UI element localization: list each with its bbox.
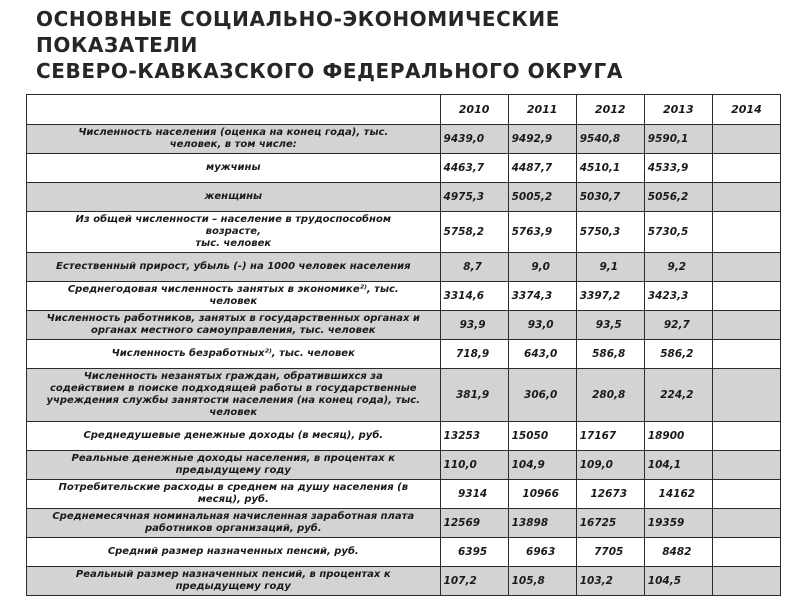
value-cell: 18900 (644, 422, 712, 451)
table-row (27, 253, 781, 282)
value-cell: 586,2 (644, 340, 712, 369)
table-row (27, 183, 781, 212)
value-cell: 5005,2 (508, 183, 576, 212)
row-label: мужчины (27, 154, 441, 183)
table-row (27, 125, 781, 154)
value-cell (712, 311, 780, 340)
value-cell (712, 567, 780, 596)
value-cell: 104,9 (508, 451, 576, 480)
header-year-2012: 2012 (576, 95, 644, 125)
value-cell: 104,1 (644, 451, 712, 480)
row-label: Среднемесячная номинальная начисленная заработная плата работников организаций, руб. (27, 509, 441, 538)
value-cell: 12569 (440, 509, 508, 538)
value-cell: 14162 (644, 480, 712, 509)
value-cell (712, 538, 780, 567)
title-line-1: ОСНОВНЫЕ СОЦИАЛЬНО-ЭКОНОМИЧЕСКИЕ (36, 7, 560, 31)
value-cell (712, 282, 780, 311)
value-cell: 6963 (508, 538, 576, 567)
value-cell: 93,9 (440, 311, 508, 340)
value-cell: 5763,9 (508, 212, 576, 253)
table-row (27, 567, 781, 596)
row-label: Численность незанятых граждан, обратившихся за содействием в поиске подходящей работы в государственные учреждения службы занятости населения (на конец года), тыс. человек (27, 369, 441, 422)
value-cell (712, 212, 780, 253)
value-cell: 5750,3 (576, 212, 644, 253)
value-cell: 8,7 (440, 253, 508, 282)
value-cell: 4510,1 (576, 154, 644, 183)
value-cell: 4975,3 (440, 183, 508, 212)
value-cell: 6395 (440, 538, 508, 567)
header-year-2011: 2011 (508, 95, 576, 125)
table-row (27, 154, 781, 183)
value-cell: 15050 (508, 422, 576, 451)
value-cell (712, 480, 780, 509)
value-cell: 93,5 (576, 311, 644, 340)
header-year-2010: 2010 (440, 95, 508, 125)
value-cell: 13898 (508, 509, 576, 538)
value-cell: 5030,7 (576, 183, 644, 212)
row-label: Средний размер назначенных пенсий, руб. (27, 538, 441, 567)
value-cell: 5056,2 (644, 183, 712, 212)
header-year-2014: 2014 (712, 95, 780, 125)
value-cell: 3314,6 (440, 282, 508, 311)
value-cell (712, 340, 780, 369)
value-cell: 9590,1 (644, 125, 712, 154)
value-cell: 12673 (576, 480, 644, 509)
page-title (36, 6, 623, 84)
title-line-3: СЕВЕРО-КАВКАЗСКОГО ФЕДЕРАЛЬНОГО ОКРУГА (36, 59, 623, 83)
value-cell: 9,2 (644, 253, 712, 282)
value-cell: 3423,3 (644, 282, 712, 311)
value-cell: 107,2 (440, 567, 508, 596)
value-cell: 17167 (576, 422, 644, 451)
value-cell: 5730,5 (644, 212, 712, 253)
table-row (27, 212, 781, 253)
value-cell: 7705 (576, 538, 644, 567)
row-label: женщины (27, 183, 441, 212)
row-label: Численность безработных²⁾, тыс. человек (27, 340, 441, 369)
table-row (27, 480, 781, 509)
value-cell: 718,9 (440, 340, 508, 369)
table-row (27, 369, 781, 422)
value-cell: 224,2 (644, 369, 712, 422)
value-cell (712, 422, 780, 451)
value-cell: 110,0 (440, 451, 508, 480)
table-row (27, 509, 781, 538)
value-cell: 13253 (440, 422, 508, 451)
table-header-row (27, 95, 781, 125)
value-cell: 109,0 (576, 451, 644, 480)
value-cell: 306,0 (508, 369, 576, 422)
value-cell: 586,8 (576, 340, 644, 369)
header-year-2013: 2013 (644, 95, 712, 125)
value-cell: 381,9 (440, 369, 508, 422)
value-cell: 643,0 (508, 340, 576, 369)
table-row (27, 422, 781, 451)
table-row (27, 282, 781, 311)
value-cell (712, 369, 780, 422)
title-line-2: ПОКАЗАТЕЛИ (36, 33, 198, 57)
value-cell: 103,2 (576, 567, 644, 596)
table-row (27, 451, 781, 480)
row-label: Реальный размер назначенных пенсий, в процентах к предыдущему году (27, 567, 441, 596)
value-cell (712, 125, 780, 154)
row-label: Из общей численности – население в трудоспособном возрасте, тыс. человек (27, 212, 441, 253)
value-cell (712, 509, 780, 538)
value-cell: 3397,2 (576, 282, 644, 311)
value-cell (712, 154, 780, 183)
value-cell: 5758,2 (440, 212, 508, 253)
value-cell: 104,5 (644, 567, 712, 596)
value-cell (712, 451, 780, 480)
row-label: Потребительские расходы в среднем на душу населения (в месяц), руб. (27, 480, 441, 509)
row-label: Среднегодовая численность занятых в экономике²⁾, тыс. человек (27, 282, 441, 311)
header-indicator-cell (27, 95, 441, 125)
value-cell: 4487,7 (508, 154, 576, 183)
row-label: Численность работников, занятых в государственных органах и органах местного самоуправления, тыс. человек (27, 311, 441, 340)
value-cell: 9439,0 (440, 125, 508, 154)
value-cell: 4463,7 (440, 154, 508, 183)
row-label: Численность населения (оценка на конец года), тыс. человек, в том числе: (27, 125, 441, 154)
value-cell: 93,0 (508, 311, 576, 340)
value-cell: 92,7 (644, 311, 712, 340)
value-cell: 9314 (440, 480, 508, 509)
value-cell: 9,1 (576, 253, 644, 282)
row-label: Реальные денежные доходы населения, в процентах к предыдущему году (27, 451, 441, 480)
table-row (27, 340, 781, 369)
value-cell: 16725 (576, 509, 644, 538)
value-cell (712, 183, 780, 212)
value-cell: 9,0 (508, 253, 576, 282)
value-cell: 280,8 (576, 369, 644, 422)
table-row (27, 311, 781, 340)
value-cell (712, 253, 780, 282)
row-label: Естественный прирост, убыль (-) на 1000 человек населения (27, 253, 441, 282)
value-cell: 19359 (644, 509, 712, 538)
value-cell: 105,8 (508, 567, 576, 596)
value-cell: 9492,9 (508, 125, 576, 154)
value-cell: 3374,3 (508, 282, 576, 311)
value-cell: 9540,8 (576, 125, 644, 154)
indicators-table (26, 94, 781, 596)
value-cell: 10966 (508, 480, 576, 509)
table-row (27, 538, 781, 567)
row-label: Среднедушевые денежные доходы (в месяц), руб. (27, 422, 441, 451)
value-cell: 8482 (644, 538, 712, 567)
value-cell: 4533,9 (644, 154, 712, 183)
